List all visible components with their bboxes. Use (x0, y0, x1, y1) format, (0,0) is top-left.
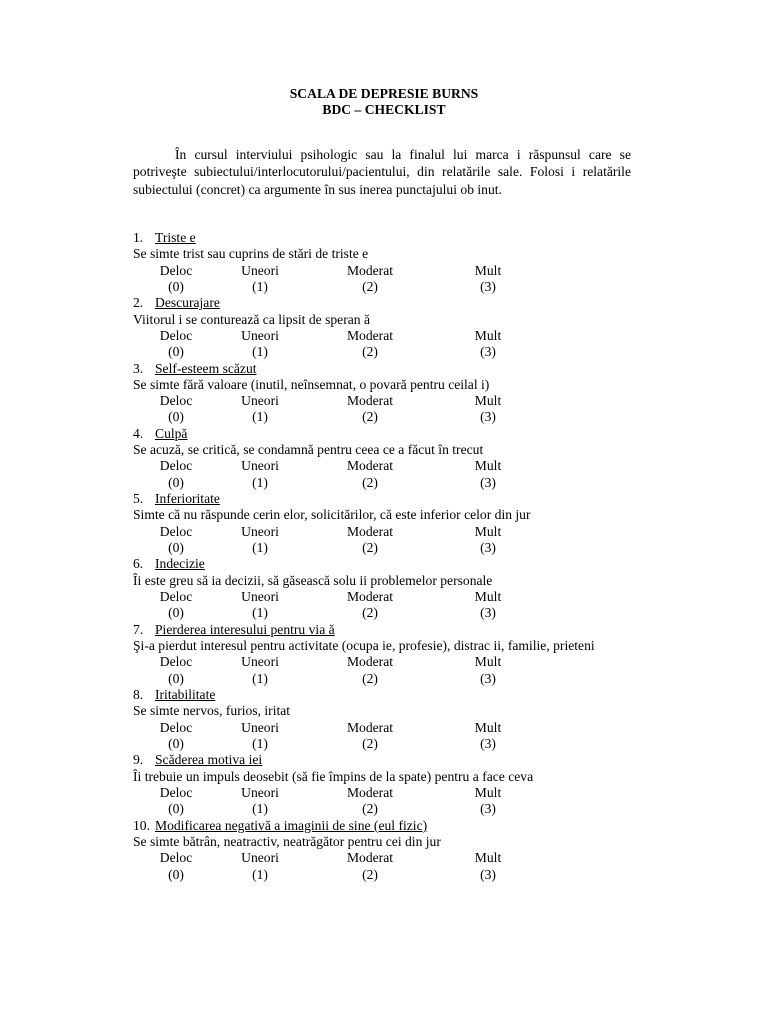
item-number: 6. (133, 556, 144, 572)
item-heading-row (133, 295, 220, 311)
option-score[interactable]: (3) (480, 670, 496, 686)
item-heading: Inferioritate (155, 491, 220, 507)
option-score[interactable]: (1) (252, 474, 268, 490)
option-score[interactable]: (3) (480, 866, 496, 882)
option-label[interactable]: Mult (474, 523, 502, 539)
option-label[interactable]: Deloc (159, 654, 193, 670)
item-heading: Self-esteem scăzut (155, 360, 257, 376)
option-labels-row (133, 654, 693, 670)
option-label[interactable]: Deloc (159, 262, 193, 278)
option-score[interactable]: (2) (362, 474, 378, 490)
option-label[interactable]: Mult (474, 262, 502, 278)
option-score[interactable]: (3) (480, 474, 496, 490)
option-label[interactable]: Uneori (241, 262, 279, 278)
option-label[interactable]: Mult (474, 719, 502, 735)
item-number: 10. (133, 817, 150, 833)
option-score[interactable]: (3) (480, 344, 496, 360)
option-label[interactable]: Deloc (159, 393, 193, 409)
option-label[interactable]: Moderat (346, 262, 394, 278)
checklist-item (133, 491, 693, 556)
option-label[interactable]: Moderat (346, 719, 394, 735)
item-description: Se acuză, se critică, se condamnă pentru ceea ce a făcut în trecut (133, 442, 484, 458)
option-scores-row (133, 671, 693, 687)
checklist-item (133, 687, 693, 752)
option-score[interactable]: (1) (252, 866, 268, 882)
item-number: 8. (133, 687, 144, 703)
option-score[interactable]: (0) (168, 409, 184, 425)
option-label[interactable]: Uneori (241, 458, 279, 474)
option-label[interactable]: Moderat (346, 589, 394, 605)
option-labels-row (133, 458, 693, 474)
option-labels-row (133, 589, 693, 605)
checklist-item (133, 556, 693, 621)
option-score[interactable]: (1) (252, 540, 268, 556)
option-labels-row (133, 393, 693, 409)
item-heading: Triste e (155, 230, 196, 245)
item-heading-row (133, 556, 205, 572)
option-label[interactable]: Moderat (346, 458, 394, 474)
option-score[interactable]: (0) (168, 474, 184, 490)
option-label[interactable]: Deloc (159, 523, 193, 539)
option-scores-row (133, 867, 693, 883)
option-score[interactable]: (1) (252, 801, 268, 817)
option-score[interactable]: (3) (480, 605, 496, 621)
item-description: Şi-a pierdut interesul pentru activitate (ocupa ie, profesie), distrac ii, familie, prieteni (133, 638, 595, 654)
checklist-item (133, 295, 693, 360)
item-number: 4. (133, 425, 144, 441)
option-score[interactable]: (0) (168, 540, 184, 556)
option-labels-row (133, 263, 693, 279)
option-labels-row (133, 785, 693, 801)
item-heading: Indecizie (155, 556, 205, 572)
option-label[interactable]: Uneori (241, 523, 279, 539)
item-heading: Scăderea motiva iei (155, 752, 263, 768)
option-label[interactable]: Mult (474, 393, 502, 409)
option-label[interactable]: Deloc (159, 589, 193, 605)
option-score[interactable]: (1) (252, 605, 268, 621)
option-scores-row (133, 801, 693, 817)
option-score[interactable]: (3) (480, 540, 496, 556)
option-score[interactable]: (0) (168, 605, 184, 621)
item-heading-row (133, 818, 427, 834)
option-label[interactable]: Uneori (241, 850, 279, 866)
option-label[interactable]: Moderat (346, 523, 394, 539)
option-labels-row (133, 524, 693, 540)
item-heading: Modificarea negativă a imaginii de sine (eul fizic) (155, 817, 428, 833)
option-score[interactable]: (1) (252, 409, 268, 425)
document-title: SCALA DE DEPRESIE BURNS (289, 86, 479, 101)
option-label[interactable]: Uneori (241, 393, 279, 409)
option-score[interactable]: (0) (168, 670, 184, 686)
option-label[interactable]: Mult (474, 458, 502, 474)
option-label[interactable]: Deloc (159, 850, 193, 866)
option-label[interactable]: Uneori (241, 654, 279, 670)
option-label[interactable]: Deloc (159, 719, 193, 735)
item-heading-row (133, 622, 335, 638)
option-score[interactable]: (3) (480, 801, 496, 817)
item-description: Se simte trist sau cuprins de stări de triste e (133, 246, 369, 262)
option-score[interactable]: (2) (362, 866, 378, 882)
option-label[interactable]: Mult (474, 654, 502, 670)
option-label[interactable]: Moderat (346, 654, 394, 670)
option-label[interactable]: Uneori (241, 327, 279, 343)
option-score[interactable]: (3) (480, 409, 496, 425)
option-score[interactable]: (1) (252, 670, 268, 686)
option-score[interactable]: (2) (362, 278, 378, 294)
checklist-item (133, 752, 693, 817)
option-label[interactable]: Uneori (241, 719, 279, 735)
item-description: Se simte nervos, furios, iritat (133, 703, 291, 719)
item-description: Îi trebuie un impuls deosebit (să fie împins de la spate) pentru a face ceva (133, 768, 534, 784)
option-score[interactable]: (1) (252, 735, 268, 751)
item-number: 5. (133, 491, 144, 507)
option-scores-row (133, 605, 693, 621)
option-score[interactable]: (0) (168, 866, 184, 882)
option-label[interactable]: Deloc (159, 327, 193, 343)
checklist-item (133, 230, 693, 295)
option-score[interactable]: (2) (362, 540, 378, 556)
option-label[interactable]: Mult (474, 850, 502, 866)
option-scores-row (133, 279, 693, 295)
option-score[interactable]: (0) (168, 344, 184, 360)
checklist-item (133, 426, 693, 491)
option-label[interactable]: Uneori (241, 589, 279, 605)
option-score[interactable]: (2) (362, 344, 378, 360)
item-heading-row (133, 426, 187, 442)
item-description: Viitorul i se conturează ca lipsit de speran ă (133, 311, 370, 327)
option-label[interactable]: Mult (474, 327, 502, 343)
option-score[interactable]: (0) (168, 735, 184, 751)
item-number: 3. (133, 360, 144, 376)
item-number: 1. (133, 230, 144, 245)
option-score[interactable]: (1) (252, 278, 268, 294)
item-heading: Culpă (155, 425, 188, 441)
item-description: Îi este greu să ia decizii, să găsească solu ii problemelor personale (133, 572, 493, 588)
item-description: Simte că nu răspunde cerin elor, solicitărilor, că este inferior celor din jur (133, 507, 531, 523)
intro-paragraph: În cursul interviului psihologic sau la finalul lui marca i răspunsul care se potriveşte subiectului/interlocutorului/pacientului, din relatările sale. Folosi i relatările subiectului (concret) ca argumente în sus inerea punctajului ob inut. (133, 147, 631, 197)
item-number: 7. (133, 621, 144, 637)
option-score[interactable]: (3) (480, 735, 496, 751)
option-label[interactable]: Uneori (241, 784, 279, 800)
item-number: 9. (133, 752, 144, 768)
option-label[interactable]: Moderat (346, 393, 394, 409)
option-scores-row (133, 540, 693, 556)
option-labels-row (133, 720, 693, 736)
item-heading-row (133, 361, 257, 377)
item-number: 2. (133, 295, 144, 311)
option-score[interactable]: (2) (362, 605, 378, 621)
option-label[interactable]: Mult (474, 784, 502, 800)
option-label[interactable]: Moderat (346, 784, 394, 800)
option-label[interactable]: Mult (474, 589, 502, 605)
option-score[interactable]: (2) (362, 801, 378, 817)
option-scores-row (133, 475, 693, 491)
checklist-item (133, 361, 693, 426)
checklist-items (133, 230, 693, 883)
option-scores-row (133, 736, 693, 752)
checklist-item (133, 622, 693, 687)
option-score[interactable]: (2) (362, 735, 378, 751)
option-labels-row (133, 850, 693, 866)
option-scores-row (133, 344, 693, 360)
option-label[interactable]: Deloc (159, 458, 193, 474)
item-description: Se simte fără valoare (inutil, neînsemnat, o povară pentru ceilal i) (133, 376, 490, 392)
option-label[interactable]: Moderat (346, 327, 394, 343)
item-heading: Descurajare (155, 295, 220, 311)
item-heading: Iritabilitate (155, 687, 216, 703)
option-scores-row (133, 409, 693, 425)
checklist-item (133, 818, 693, 883)
option-label[interactable]: Moderat (346, 850, 394, 866)
item-heading-row (133, 230, 196, 246)
option-score[interactable]: (2) (362, 670, 378, 686)
option-labels-row (133, 328, 693, 344)
option-score[interactable]: (1) (252, 344, 268, 360)
option-score[interactable]: (0) (168, 801, 184, 817)
item-heading: Pierderea interesului pentru via ă (155, 621, 335, 637)
item-heading-row (133, 491, 220, 507)
item-description: Se simte bătrân, neatractiv, neatrăgător pentru cei din jur (133, 833, 441, 849)
option-score[interactable]: (3) (480, 278, 496, 294)
document-subtitle: BDC – CHECKLIST (322, 102, 446, 117)
option-score[interactable]: (2) (362, 409, 378, 425)
option-score[interactable]: (0) (168, 278, 184, 294)
item-heading-row (133, 687, 215, 703)
item-heading-row (133, 752, 262, 768)
option-label[interactable]: Deloc (159, 784, 193, 800)
